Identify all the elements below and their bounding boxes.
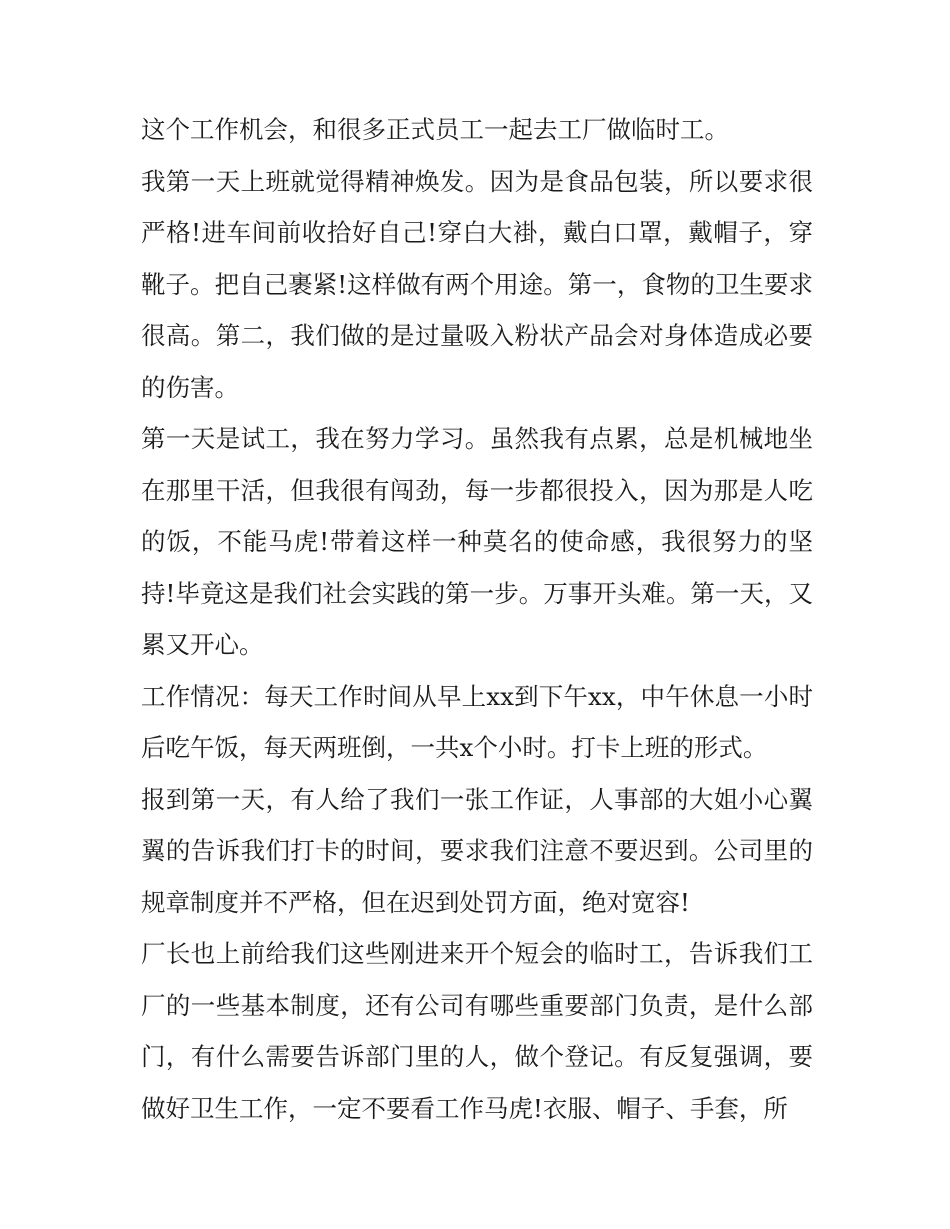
paragraph-3: 第一天是试工，我在努力学习。虽然我有点累，总是机械地坐在那里干活，但我很有闯劲，每一步都很投入，因为那是人吃的饭，不能马虎!带着这样一种莫名的使命感，我很努力的坚持!毕竟这是我们社会实践的第一步。万事开头难。第一天，又累又开心。 — [141, 424, 813, 659]
paragraph-6: 厂长也上前给我们这些刚进来开个短会的临时工，告诉我们工厂的一些基本制度，还有公司有哪些重要部门负责，是什么部门，有什么需要告诉部门里的人，做个登记。有反复强调，要做好卫生工作，一定不要看工作马虎!衣服、帽子、手套，所 — [141, 939, 813, 1123]
paragraph-4: 工作情况：每天工作时间从早上xx到下午xx，中午休息一小时后吃午饭，每天两班倒，一共x个小时。打卡上班的形式。 — [141, 681, 813, 762]
document-body — [141, 104, 813, 1134]
paragraph-2: 我第一天上班就觉得精神焕发。因为是食品包装，所以要求很严格!进车间前收拾好自己!穿白大褂，戴白口罩，戴帽子，穿靴子。把自己裹紧!这样做有两个用途。第一，食物的卫生要求很高。第二，我们做的是过量吸入粉状产品会对身体造成必要的伤害。 — [141, 166, 813, 402]
paragraph-5: 报到第一天，有人给了我们一张工作证，人事部的大姐小心翼翼的告诉我们打卡的时间，要求我们注意不要迟到。公司里的规章制度并不严格，但在迟到处罚方面，绝对宽容! — [141, 784, 813, 917]
paragraph-1: 这个工作机会，和很多正式员工一起去工厂做临时工。 — [141, 115, 729, 144]
